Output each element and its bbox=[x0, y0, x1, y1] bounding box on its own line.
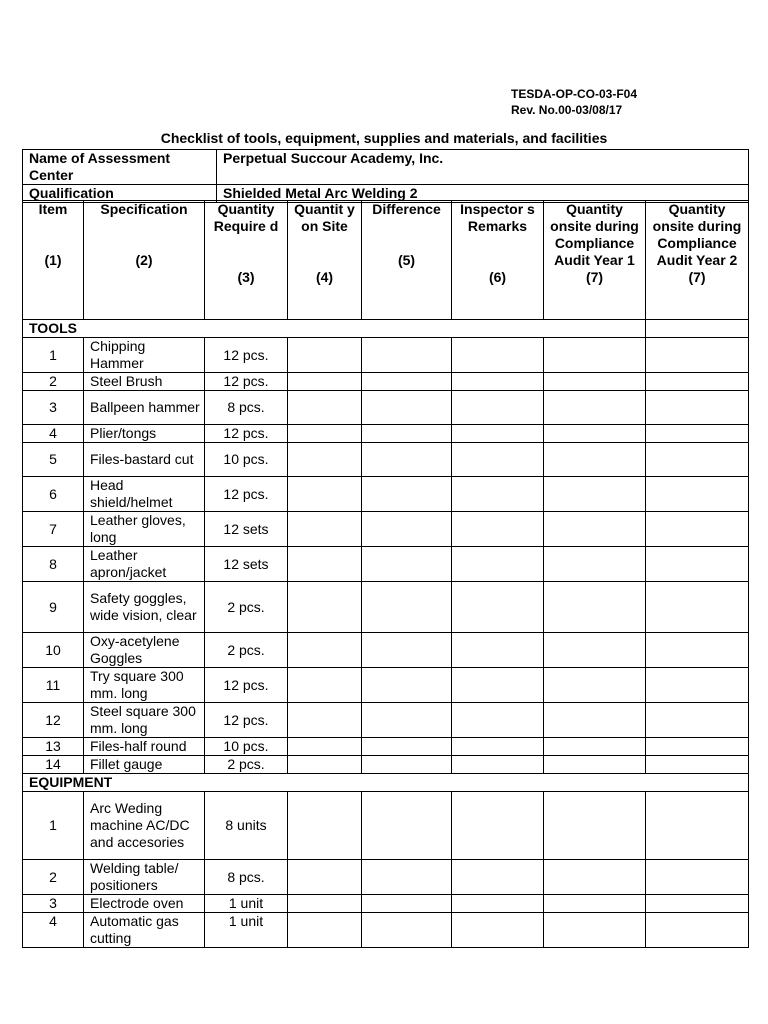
item-specification: Electrode oven bbox=[84, 895, 205, 913]
table-cell bbox=[362, 512, 452, 547]
item-number: 5 bbox=[23, 443, 84, 477]
table-cell bbox=[646, 425, 749, 443]
table-cell bbox=[362, 913, 452, 948]
table-cell bbox=[288, 738, 362, 756]
document-title: Checklist of tools, equipment, supplies and materials, and facilities bbox=[160, 130, 608, 146]
item-number: 9 bbox=[23, 582, 84, 633]
revision-number: Rev. No.00-03/08/17 bbox=[511, 103, 623, 117]
table-cell bbox=[646, 443, 749, 477]
item-quantity-required: 12 sets bbox=[205, 547, 288, 582]
item-specification: Files-half round bbox=[84, 738, 205, 756]
col-header-label: Quantity onsite during Compliance Audit Year 1 bbox=[550, 201, 639, 268]
table-cell bbox=[288, 756, 362, 774]
table-row bbox=[23, 668, 749, 703]
table-cell bbox=[288, 477, 362, 512]
table-cell bbox=[452, 756, 544, 774]
table-cell bbox=[544, 477, 646, 512]
table-cell bbox=[646, 860, 749, 895]
column-header-row bbox=[23, 201, 749, 320]
col-header-label: Quantity Require d bbox=[213, 201, 279, 234]
table-cell bbox=[544, 373, 646, 391]
table-cell bbox=[646, 756, 749, 774]
table-cell bbox=[362, 477, 452, 512]
item-specification: Leather apron/jacket bbox=[84, 547, 205, 582]
item-quantity-required: 2 pcs. bbox=[205, 582, 288, 633]
item-specification: Steel square 300 mm. long bbox=[84, 703, 205, 738]
item-number: 8 bbox=[23, 547, 84, 582]
table-cell bbox=[452, 547, 544, 582]
table-cell bbox=[288, 860, 362, 895]
table-cell bbox=[544, 425, 646, 443]
table-cell bbox=[288, 792, 362, 860]
col-header-number: (4) bbox=[315, 269, 334, 285]
table-cell bbox=[646, 703, 749, 738]
item-quantity-required: 12 pcs. bbox=[205, 338, 288, 373]
table-cell bbox=[288, 895, 362, 913]
table-row bbox=[23, 792, 749, 860]
table-cell bbox=[452, 738, 544, 756]
assessment-info-table bbox=[22, 149, 749, 203]
table-cell bbox=[452, 391, 544, 425]
col-header-number: (5) bbox=[397, 252, 416, 268]
table-cell bbox=[452, 860, 544, 895]
col-header-number: (7) bbox=[688, 269, 706, 285]
item-specification: Head shield/helmet bbox=[84, 477, 205, 512]
table-cell bbox=[452, 338, 544, 373]
table-cell bbox=[452, 895, 544, 913]
table-cell bbox=[544, 738, 646, 756]
table-row bbox=[23, 443, 749, 477]
item-quantity-required: 10 pcs. bbox=[205, 443, 288, 477]
table-row bbox=[23, 477, 749, 512]
col-header-quantity-on-site bbox=[288, 201, 362, 320]
table-row bbox=[23, 391, 749, 425]
table-cell bbox=[452, 582, 544, 633]
table-cell bbox=[452, 425, 544, 443]
section-row-equipment bbox=[23, 774, 749, 792]
table-cell bbox=[544, 703, 646, 738]
table-cell bbox=[646, 477, 749, 512]
table-cell bbox=[362, 425, 452, 443]
table-cell bbox=[288, 425, 362, 443]
table-cell bbox=[362, 668, 452, 703]
col-header-label: Item bbox=[38, 201, 68, 217]
table-cell bbox=[362, 895, 452, 913]
item-quantity-required: 12 pcs. bbox=[205, 703, 288, 738]
item-specification: Try square 300 mm. long bbox=[84, 668, 205, 703]
table-cell bbox=[452, 373, 544, 391]
table-cell bbox=[362, 738, 452, 756]
table-cell bbox=[362, 582, 452, 633]
item-number: 7 bbox=[23, 512, 84, 547]
table-cell bbox=[288, 582, 362, 633]
table-cell bbox=[544, 895, 646, 913]
table-cell bbox=[544, 512, 646, 547]
table-cell bbox=[362, 703, 452, 738]
checklist-body bbox=[23, 320, 749, 948]
item-number: 1 bbox=[23, 792, 84, 860]
table-row bbox=[23, 913, 749, 948]
item-specification: Oxy-acetylene Goggles bbox=[84, 633, 205, 668]
item-specification: Automatic gas cutting bbox=[84, 913, 205, 948]
table-cell bbox=[646, 320, 749, 338]
item-quantity-required: 8 pcs. bbox=[205, 860, 288, 895]
table-row bbox=[23, 512, 749, 547]
table-cell bbox=[288, 633, 362, 668]
col-header-label: Quantit y on Site bbox=[294, 201, 355, 234]
table-cell bbox=[544, 756, 646, 774]
item-quantity-required: 1 unit bbox=[205, 913, 288, 948]
col-header-number: (3) bbox=[237, 269, 255, 285]
table-cell bbox=[362, 860, 452, 895]
table-cell bbox=[362, 756, 452, 774]
item-quantity-required: 8 pcs. bbox=[205, 391, 288, 425]
item-number: 1 bbox=[23, 338, 84, 373]
table-cell bbox=[288, 913, 362, 948]
qualification-value: Shielded Metal Arc Welding 2 bbox=[217, 185, 749, 203]
item-number: 10 bbox=[23, 633, 84, 668]
col-header-label: Specification bbox=[100, 201, 188, 217]
table-cell bbox=[646, 391, 749, 425]
checklist-table bbox=[22, 200, 749, 948]
table-cell bbox=[288, 373, 362, 391]
document-code-block bbox=[511, 86, 637, 118]
table-row bbox=[23, 338, 749, 373]
item-number: 6 bbox=[23, 477, 84, 512]
table-cell bbox=[288, 338, 362, 373]
table-row bbox=[23, 756, 749, 774]
table-cell bbox=[646, 373, 749, 391]
table-cell bbox=[362, 633, 452, 668]
section-row-tools bbox=[23, 320, 749, 338]
item-quantity-required: 12 pcs. bbox=[205, 373, 288, 391]
item-quantity-required: 2 pcs. bbox=[205, 633, 288, 668]
table-cell bbox=[452, 668, 544, 703]
table-cell bbox=[452, 477, 544, 512]
assessment-center-label: Name of Assessment Center bbox=[23, 150, 217, 185]
table-cell bbox=[544, 792, 646, 860]
table-row bbox=[23, 633, 749, 668]
item-specification: Ballpeen hammer bbox=[84, 391, 205, 425]
item-number: 11 bbox=[23, 668, 84, 703]
table-cell bbox=[646, 633, 749, 668]
item-specification: Arc Weding machine AC/DC and accesories bbox=[84, 792, 205, 860]
col-header-number: (7) bbox=[585, 269, 604, 285]
table-cell bbox=[544, 547, 646, 582]
table-row bbox=[23, 895, 749, 913]
item-number: 2 bbox=[23, 373, 84, 391]
item-number: 13 bbox=[23, 738, 84, 756]
item-quantity-required: 10 pcs. bbox=[205, 738, 288, 756]
table-cell bbox=[646, 512, 749, 547]
item-number: 3 bbox=[23, 895, 84, 913]
table-cell bbox=[544, 860, 646, 895]
table-cell bbox=[544, 391, 646, 425]
col-header-label: Quantity onsite during Compliance Audit Year 2 bbox=[652, 201, 742, 268]
col-header-number: (1) bbox=[44, 252, 62, 268]
item-specification: Leather gloves, long bbox=[84, 512, 205, 547]
table-cell bbox=[646, 668, 749, 703]
table-cell bbox=[646, 338, 749, 373]
table-cell bbox=[452, 913, 544, 948]
table-cell bbox=[362, 792, 452, 860]
col-header-quantity-required bbox=[205, 201, 288, 320]
table-row bbox=[23, 373, 749, 391]
item-number: 4 bbox=[23, 425, 84, 443]
item-specification: Welding table/ positioners bbox=[84, 860, 205, 895]
table-cell bbox=[544, 633, 646, 668]
table-cell bbox=[452, 443, 544, 477]
table-cell bbox=[646, 895, 749, 913]
table-cell bbox=[646, 582, 749, 633]
table-cell bbox=[288, 391, 362, 425]
table-row bbox=[23, 582, 749, 633]
col-header-label: Difference bbox=[372, 201, 441, 217]
item-quantity-required: 12 sets bbox=[205, 512, 288, 547]
table-cell bbox=[288, 443, 362, 477]
table-cell bbox=[544, 338, 646, 373]
col-header-specification bbox=[84, 201, 205, 320]
table-cell bbox=[544, 443, 646, 477]
item-quantity-required: 12 pcs. bbox=[205, 477, 288, 512]
col-header-inspectors-remarks bbox=[452, 201, 544, 320]
item-specification: Files-bastard cut bbox=[84, 443, 205, 477]
item-quantity-required: 8 units bbox=[205, 792, 288, 860]
item-specification: Fillet gauge bbox=[84, 756, 205, 774]
table-cell bbox=[452, 633, 544, 668]
table-cell bbox=[544, 913, 646, 948]
section-title: EQUIPMENT bbox=[23, 774, 749, 792]
item-quantity-required: 12 pcs. bbox=[205, 425, 288, 443]
table-row bbox=[23, 738, 749, 756]
table-row bbox=[23, 547, 749, 582]
section-title: TOOLS bbox=[23, 320, 646, 338]
col-header-quantity-year2 bbox=[646, 201, 749, 320]
table-row bbox=[23, 425, 749, 443]
col-header-label: Inspector s Remarks bbox=[460, 201, 535, 234]
table-cell bbox=[452, 703, 544, 738]
table-cell bbox=[362, 373, 452, 391]
table-cell bbox=[362, 443, 452, 477]
col-header-difference bbox=[362, 201, 452, 320]
assessment-center-row bbox=[23, 150, 749, 185]
item-quantity-required: 1 unit bbox=[205, 895, 288, 913]
table-cell bbox=[544, 668, 646, 703]
item-number: 4 bbox=[23, 913, 84, 948]
table-cell bbox=[646, 913, 749, 948]
table-cell bbox=[362, 391, 452, 425]
table-cell bbox=[452, 512, 544, 547]
item-number: 2 bbox=[23, 860, 84, 895]
assessment-center-value: Perpetual Succour Academy, Inc. bbox=[217, 150, 749, 185]
table-cell bbox=[646, 792, 749, 860]
table-cell bbox=[646, 738, 749, 756]
item-number: 14 bbox=[23, 756, 84, 774]
item-specification: Safety goggles, wide vision, clear bbox=[84, 582, 205, 633]
item-quantity-required: 12 pcs. bbox=[205, 668, 288, 703]
table-cell bbox=[544, 582, 646, 633]
item-quantity-required: 2 pcs. bbox=[205, 756, 288, 774]
col-header-number: (6) bbox=[488, 269, 507, 285]
table-row bbox=[23, 860, 749, 895]
table-cell bbox=[288, 668, 362, 703]
col-header-quantity-year1 bbox=[544, 201, 646, 320]
table-cell bbox=[288, 703, 362, 738]
table-cell bbox=[646, 547, 749, 582]
item-number: 12 bbox=[23, 703, 84, 738]
table-row bbox=[23, 703, 749, 738]
item-number: 3 bbox=[23, 391, 84, 425]
table-cell bbox=[288, 547, 362, 582]
item-specification: Chipping Hammer bbox=[84, 338, 205, 373]
item-specification: Steel Brush bbox=[84, 373, 205, 391]
item-specification: Plier/tongs bbox=[84, 425, 205, 443]
document-code: TESDA-OP-CO-03-F04 bbox=[511, 87, 638, 101]
table-cell bbox=[452, 792, 544, 860]
table-cell bbox=[288, 512, 362, 547]
qualification-label: Qualification bbox=[23, 185, 217, 203]
col-header-item bbox=[23, 201, 84, 320]
table-cell bbox=[362, 547, 452, 582]
col-header-number: (2) bbox=[135, 252, 153, 268]
table-cell bbox=[362, 338, 452, 373]
